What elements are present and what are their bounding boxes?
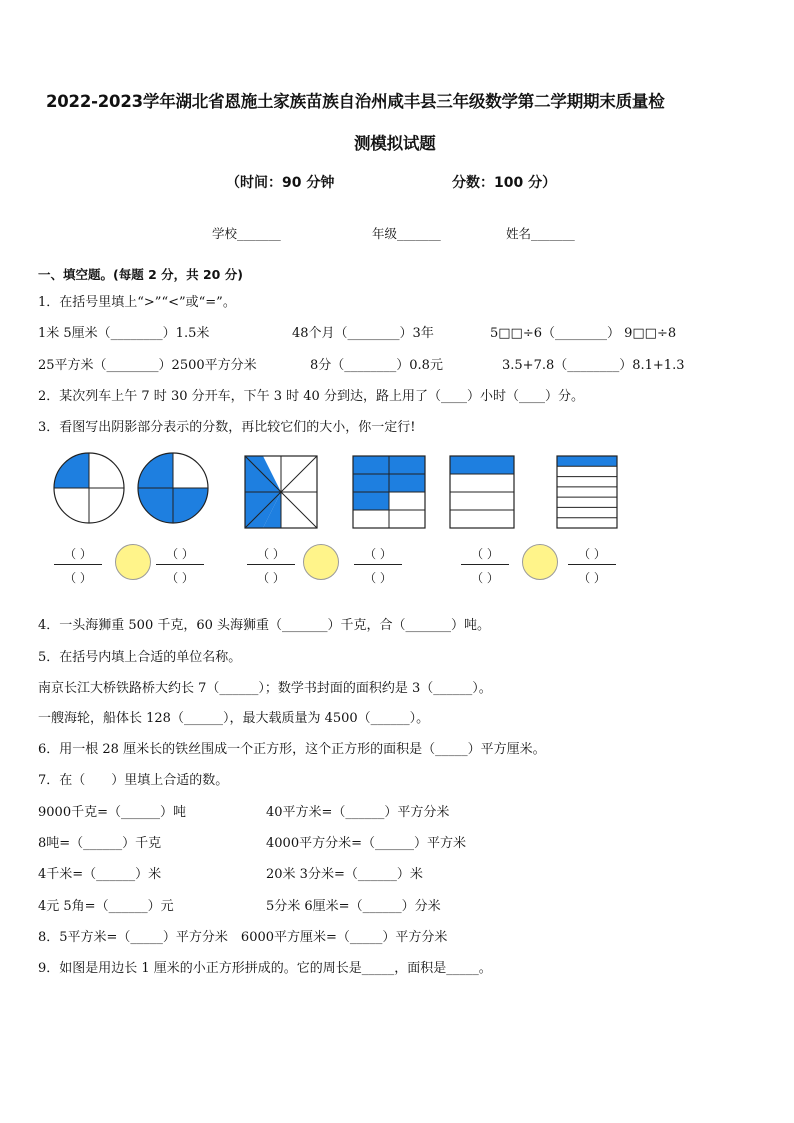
page-title-line-2: 测模拟试题	[354, 134, 436, 153]
q1-item: 25平方米（________）2500平方分米	[38, 358, 257, 373]
q1-item: 3.5+7.8（________）8.1+1.3	[502, 358, 685, 373]
school-field: 学校_______	[212, 226, 281, 241]
compare-circle	[522, 544, 558, 580]
q1-item: 8分（________）0.8元	[310, 358, 443, 373]
question-1-stem: 1．在括号里填上“>”“<”或“=”。	[38, 295, 236, 310]
q7-item: 4000平方分米=（______）平方米	[266, 836, 466, 851]
strip-figure-seven	[557, 456, 617, 528]
question-5-line-2: 一艘海轮，船体长 128（______），最大载质量为 4500（______）。	[38, 711, 430, 726]
compare-circle	[303, 544, 339, 580]
strip-figure-four	[450, 456, 514, 528]
question-5-stem: 5．在括号内填上合适的单位名称。	[38, 650, 242, 665]
q1-item: 1米 5厘米（________）1.5米	[38, 326, 210, 341]
question-6: 6．用一根 28 厘米长的铁丝围成一个正方形，这个正方形的面积是（_____）平方厘米。	[38, 742, 546, 757]
square-triangles-figure	[245, 456, 317, 528]
fraction-blank: （ ） （ ）	[156, 545, 204, 589]
question-3-stem: 3．看图写出阴影部分表示的分数，再比较它们的大小，你一定行!	[38, 420, 416, 435]
q1-item: 5□□÷6（________） 9□□÷8	[490, 326, 677, 341]
q7-item: 4千米=（______）米	[38, 867, 162, 882]
compare-circle	[115, 544, 151, 580]
name-field: 姓名_______	[506, 226, 575, 241]
circle-figure-quarter	[54, 453, 124, 523]
page-title-line-1: 2022-2023学年湖北省恩施土家族苗族自治州咸丰县三年级数学第二学期期末质量检	[46, 92, 665, 111]
question-4: 4．一头海狮重 500 千克，60 头海狮重（_______）千克，合（_______）吨。	[38, 618, 491, 633]
q7-item: 8吨=（______）千克	[38, 836, 162, 851]
q7-item: 4元 5角=（______）元	[38, 899, 174, 914]
question-2: 2．某次列车上午 7 时 30 分开车，下午 3 时 40 分到达，路上用了（____）小时（____）分。	[38, 389, 584, 404]
fraction-figures	[0, 450, 794, 536]
exam-time: （时间：90 分钟	[226, 175, 335, 191]
question-9: 9．如图是用边长 1 厘米的小正方形拼成的。它的周长是_____，面积是_____。	[38, 961, 492, 976]
circle-figure-three-quarters	[138, 453, 208, 523]
q7-item: 40平方米=（______）平方分米	[266, 805, 450, 820]
q7-item: 5分米 6厘米=（______）分米	[266, 899, 441, 914]
q7-item: 9000千克=（______）吨	[38, 805, 186, 820]
fraction-blank: （ ） （ ）	[54, 545, 102, 589]
fraction-blank: （ ） （ ）	[461, 545, 509, 589]
fraction-blank: （ ） （ ）	[568, 545, 616, 589]
fraction-blank: （ ） （ ）	[247, 545, 295, 589]
question-7-stem: 7．在（ ）里填上合适的数。	[38, 773, 229, 788]
fraction-blank: （ ） （ ）	[354, 545, 402, 589]
exam-score: 分数：100 分）	[452, 175, 557, 191]
q7-item: 20米 3分米=（______）米	[266, 867, 423, 882]
grade-field: 年级_______	[372, 226, 441, 241]
question-5-line-1: 南京长江大桥铁路桥大约长 7（______）；数学书封面的面积约是 3（______）。	[38, 681, 492, 696]
grid-figure	[353, 456, 425, 528]
section-heading: 一、填空题。(每题 2 分，共 20 分)	[38, 267, 243, 282]
q1-item: 48个月（________）3年	[292, 326, 434, 341]
question-8: 8．5平方米=（_____）平方分米 6000平方厘米=（_____）平方分米	[38, 930, 448, 945]
